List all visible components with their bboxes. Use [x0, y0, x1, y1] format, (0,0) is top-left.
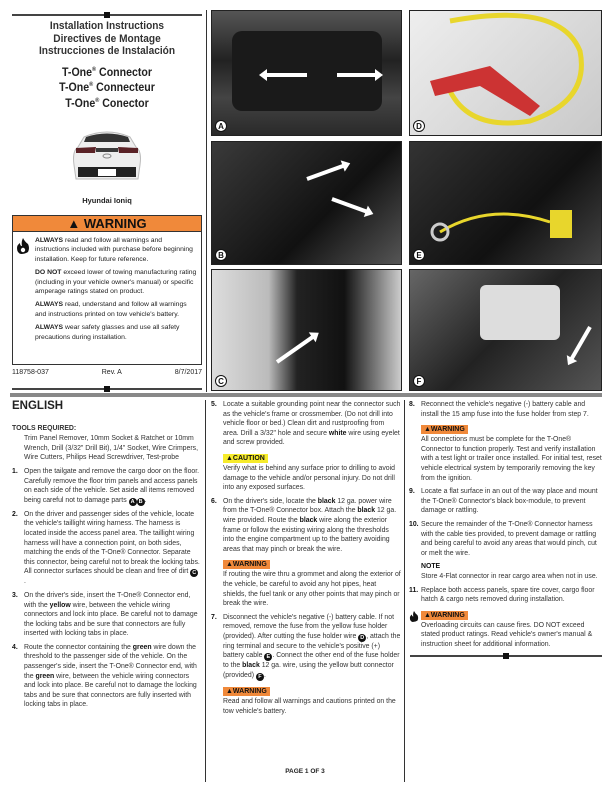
warn-label: ▲WARNING — [421, 425, 468, 434]
step-text: Open the tailgate and remove the cargo door on the floor. Carefully remove the floor trim panels and access panels on each side of the vehicle. Set aside all items removed being careful not to damage parts A B . — [24, 467, 200, 505]
document-meta — [12, 369, 202, 376]
fire-icon — [409, 611, 419, 622]
step — [409, 520, 603, 558]
step-number: 10. — [409, 520, 419, 528]
step-number: 8. — [409, 401, 415, 408]
section-title: ENGLISH — [12, 400, 64, 412]
step-number: 6. — [211, 497, 217, 505]
step — [12, 643, 200, 710]
photo-c — [211, 269, 402, 391]
photo-reference-icon: B — [137, 498, 145, 506]
photo-e — [409, 141, 602, 265]
step-number: 5. — [211, 401, 217, 408]
top-rule — [12, 14, 202, 16]
photo-badge: A — [215, 120, 227, 132]
instructions-column-2 — [211, 400, 401, 720]
warn-label: ▲WARNING — [223, 687, 270, 696]
step-text: On the driver's side, insert the T-One® Connector end, with the yellow wire, between the vehicle wiring connectors and lock into place. Be careful not to damage the locking tabs and be sure that connectors are fully inserted with locking tabs in place. — [24, 591, 198, 638]
photo-badge: E — [413, 249, 425, 261]
step-text: Disconnect the vehicle's negative (-) battery cable. If not removed, remove the fuse from the yellow fuse holder (provided). After cutting the fuse holder wire D , attach the ring terminal and secure to the vehicle's positive (+) battery cable E . Connect the other end of the fuse holder to the black 12 ga. wire, using the yellow butt connector (provided) F . — [223, 613, 401, 681]
step-text: Locate a suitable grounding point near the connector such as the vehicle's frame or crossmember. (Do not drill into vehicle floor or bed.) Clean dirt and rustproofing from area. Drill a 3/32" hole and secure white wire using eyelet and screw provided. — [223, 401, 401, 447]
photo-a — [211, 10, 402, 136]
step — [12, 510, 200, 587]
step-text: Locate a flat surface in an out of the way place and mount the T-One® Connector's black box-module, to prevent damage or rattling. — [421, 488, 598, 515]
cover-bottom-rule — [12, 388, 202, 390]
photo-badge: F — [413, 375, 425, 387]
caution-notice: ▲CAUTION Verify what is behind any surface prior to drilling to avoid damage to the vehicle and/or personal injury. Do not drill into any exposed surfaces. — [223, 454, 395, 492]
step — [211, 613, 401, 681]
step — [12, 467, 200, 506]
tools-heading: TOOLS REQUIRED: — [12, 424, 77, 432]
photo-d — [409, 10, 602, 136]
date: 8/7/2017 — [174, 369, 202, 376]
step-number: 1. — [12, 467, 18, 475]
warning-notice: ▲WARNING Overloading circuits can cause fires. DO NOT exceed stated product ratings. Read vehicle's owner's manual & instruction sheet for additional information. — [409, 609, 603, 650]
photo-badge: D — [413, 120, 425, 132]
step — [409, 487, 603, 516]
step-text: Replace both access panels, spare tire cover, cargo floor hatch & cargo nets removed during installation. — [421, 586, 595, 604]
photo-reference-icon: D — [358, 634, 366, 642]
end-rule — [410, 655, 602, 657]
warning-item: ALWAYS read, understand and follow all warnings and instructions printed on tow vehicle's battery. — [35, 301, 187, 318]
cover-block — [12, 20, 202, 205]
warn-label: ▲WARNING — [421, 611, 468, 620]
vehicle-caption: Hyundai Ioniq — [82, 195, 132, 205]
note: NOTE Store 4-Flat connector in rear cargo area when not in use. — [421, 563, 598, 580]
photo-badge: B — [215, 249, 227, 261]
warning-notice: ▲WARNING If routing the wire thru a grommet and along the exterior of the vehicle, be careful to avoid any hot pipes, heat shields, the fuel tank or any other points that may pinch or break the wire. — [223, 561, 401, 608]
title-es: Instrucciones de Instalación — [38, 45, 176, 57]
instructions-column-1 — [12, 402, 200, 714]
part-number: 118758-037 — [12, 369, 49, 376]
step-number: 9. — [409, 488, 415, 496]
warning-notice: ▲WARNING All connections must be complete for the T-One® Connector to function properly. Test and verify installation with a test light or trailer once installed. For initial test, reset vehicle electrical system by temporarily removing the key from the ignition. — [421, 426, 602, 482]
step — [12, 591, 200, 639]
revision: Rev. A — [101, 369, 122, 376]
step — [409, 400, 603, 419]
vehicle-image — [70, 125, 144, 183]
title-en: Installation Instructions — [49, 20, 165, 32]
photo-reference-icon: E — [264, 653, 272, 661]
section-bar — [10, 393, 602, 397]
photo-badge: C — [215, 375, 227, 387]
divider — [206, 10, 207, 392]
page-number: PAGE 1 OF 3 — [285, 768, 325, 775]
step-number: 4. — [12, 643, 18, 651]
product-es: T-One® Conector — [65, 97, 149, 110]
product-en: T-One® Connector — [62, 66, 152, 79]
step-text: Reconnect the vehicle's negative (-) battery cable and install the 15 amp fuse into the fuse holder from step 7. — [421, 401, 589, 418]
step — [409, 586, 603, 605]
step-text: Route the connector containing the green wire down the threshold to the passenger side of the vehicle. On the passenger's side, insert the T-One® Connector end, with the green wire, between the vehicle wiring connectors and lock into place. Be careful not to damage the locking tabs and be sure that connectors are fully inserted with locking tabs in place. — [24, 643, 197, 709]
warning-box — [12, 215, 202, 365]
warning-header: ▲ WARNING — [13, 216, 201, 232]
step — [211, 400, 401, 448]
caution-label: ▲CAUTION — [223, 454, 268, 463]
step-number: 2. — [12, 510, 18, 518]
step-number: 11. — [409, 586, 419, 594]
column-divider — [205, 400, 206, 782]
warning-notice: ▲WARNING Read and follow all warnings and cautions printed on the tow vehicle's battery. — [223, 688, 396, 715]
step-number: 7. — [211, 613, 217, 621]
photo-reference-icon: F — [256, 673, 264, 681]
photo-reference-icon: C — [190, 569, 198, 577]
photo-reference-icon: A — [129, 498, 137, 506]
step-text: On the driver and passenger sides of the vehicle, locate the vehicle's taillight wiring harness. The harness is located inside the access panel area. The taillight wiring harness will have a connection point, on both sides, matching the ends of the T-One® Connector. Separate this connector, being careful not to break the locking tabs. All connector surfaces should be clean and free of dirt C. — [24, 510, 200, 586]
step — [211, 497, 401, 555]
column-divider — [404, 400, 405, 782]
warning-item: DO NOT exceed lower of towing manufacturing rating (including in your vehicle owner's manual) or specific amperage ratings stated on product. — [35, 269, 197, 296]
warning-item: ALWAYS wear safety glasses and use all safety precautions during installation. — [35, 324, 180, 341]
title-fr: Directives de Montage — [53, 32, 161, 45]
warn-label: ▲WARNING — [223, 560, 270, 569]
instructions-column-3 — [409, 400, 603, 653]
step-text: Secure the remainder of the T-One® Connector harness with the cable ties provided, to prevent damage or rattling and being careful to avoid any areas that would pinch, cut or melt the wire. — [421, 520, 597, 557]
fire-icon — [16, 238, 30, 254]
photo-b — [211, 141, 402, 265]
step-text: On the driver's side, locate the black 12 ga. power wire from the T-One® Connector box. Attach the black 12 ga. wire provided. Route the black wire along the exterior frame or follow the existing wiring along the thresholds into the engine compartment up to the battery avoiding areas that may pinch or break the wire. — [223, 497, 397, 553]
warning-item: ALWAYS read and follow all warnings and instructions included with purchase before beginning installation. Keep for future reference. — [35, 237, 193, 263]
photo-f — [409, 269, 602, 391]
product-fr: T-One® Connecteur — [59, 82, 155, 95]
tools-list: Trim Panel Remover, 10mm Socket & Ratchet or 10mm Wrench, Drill (3/32" Drill Bit), 1/4" Socket, Wire Crimpers, Wire Cutters, Philips Head Screwdriver, Test-probe — [24, 435, 199, 462]
step-number: 3. — [12, 591, 18, 599]
